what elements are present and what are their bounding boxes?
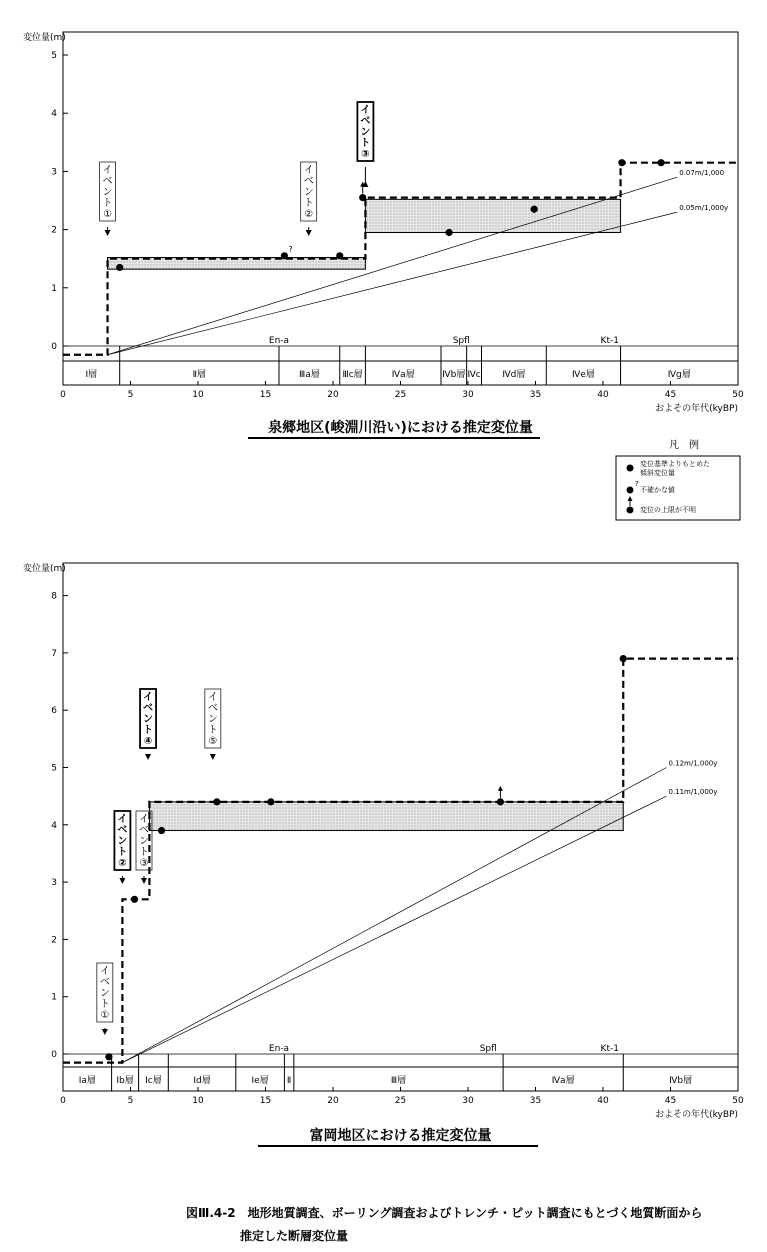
top-x-axis-label: およその年代(kyBP) — [655, 404, 738, 414]
bottom-event-label-char: ベ — [117, 825, 128, 836]
top-layer-label: Ⅲc層 — [342, 370, 363, 380]
top-displacement-range — [365, 199, 620, 232]
bottom-rate-label: 0.12m/1,000y — [668, 759, 718, 768]
top-event-label — [304, 164, 314, 220]
bottom-y-tick-label: 6 — [51, 706, 57, 717]
legend-symbol-uncertain — [627, 487, 634, 494]
bottom-event-arrow-head — [102, 1029, 108, 1035]
top-data-point — [359, 194, 366, 201]
bottom-event-label-char: イ — [207, 692, 218, 703]
bottom-event-label-char: ベ — [207, 703, 218, 714]
bottom-x-tick-label: 35 — [529, 1096, 542, 1106]
top-tephra-label: Spfl — [452, 336, 470, 346]
top-y-tick-label: 3 — [51, 167, 57, 178]
bottom-event-label-char: ト — [139, 847, 149, 858]
bottom-event-label-char: ト — [143, 725, 154, 736]
bottom-data-point — [213, 798, 220, 805]
bottom-layer-label: Ⅲ層 — [390, 1076, 407, 1086]
top-event-label-char: ① — [103, 209, 113, 220]
bottom-x-tick-label: 30 — [462, 1096, 474, 1106]
bottom-event-label-char: ③ — [139, 858, 149, 869]
bottom-event-arrow-head — [210, 754, 216, 760]
bottom-event-label — [143, 691, 153, 747]
bottom-x-tick-label: 20 — [327, 1096, 339, 1106]
bottom-y-axis-label: 変位量(m) — [23, 564, 66, 574]
top-layer-label: Ⅳb層 — [442, 370, 466, 380]
caption-line-1: 図Ⅲ.4-2 地形地質調査、ボーリング調査およびトレンチ・ピット調査にもとづく地質断面から — [186, 1206, 703, 1220]
bottom-event-label — [208, 691, 218, 747]
bottom-x-tick-label: 5 — [127, 1096, 134, 1106]
top-x-tick-label: 10 — [192, 390, 204, 400]
top-x-tick-label: 45 — [664, 390, 677, 400]
bottom-x-tick-label: 45 — [664, 1096, 677, 1106]
bottom-event-label-char: イ — [143, 692, 154, 703]
top-event-label-char: ② — [304, 209, 314, 220]
bottom-y-tick-label: 5 — [51, 763, 57, 774]
bottom-data-point — [267, 798, 274, 805]
bottom-event-label-char: ト — [207, 725, 218, 736]
top-layer-label: Ⅳg層 — [667, 370, 691, 380]
top-x-tick-label: 50 — [732, 390, 744, 400]
bottom-x-tick-label: 10 — [192, 1096, 204, 1106]
bottom-tephra-label: Spfl — [479, 1044, 497, 1054]
bottom-data-point — [131, 896, 138, 903]
top-y-tick-label: 1 — [51, 283, 57, 294]
top-data-point — [116, 264, 123, 271]
top-event-label-char: ベ — [102, 176, 113, 187]
top-event-label-char: イ — [303, 165, 314, 176]
bottom-event-label-char: ト — [117, 847, 128, 858]
bottom-x-tick-label: 15 — [259, 1096, 272, 1106]
bottom-event-label-char: ① — [100, 1010, 110, 1021]
top-data-point — [657, 159, 664, 166]
bottom-event-arrow-head — [119, 878, 125, 884]
top-event-arrow-head — [306, 230, 312, 236]
top-layer-label: Ⅳa層 — [391, 370, 415, 380]
legend-question-mark: ? — [635, 480, 639, 488]
legend-title: 凡 例 — [669, 440, 699, 451]
top-x-tick-label: 0 — [60, 390, 66, 400]
bottom-tephra-label: Kt-1 — [600, 1044, 619, 1054]
bottom-event-label-char: ン — [117, 836, 128, 847]
top-chart-title: 泉郷地区(峻淵川沿い)における推定変位量 — [268, 420, 533, 436]
top-rate-label: 0.05m/1,000y — [679, 204, 729, 213]
bottom-x-tick-label: 40 — [597, 1096, 609, 1106]
bottom-upper-arrow-head — [498, 786, 503, 791]
top-event-label — [103, 164, 113, 220]
top-event-label-char: ン — [360, 127, 371, 138]
bottom-step-line — [63, 659, 738, 1063]
top-data-point — [446, 229, 453, 236]
bottom-layer-label: Ⅰc層 — [145, 1076, 162, 1086]
bottom-layer-label: Ⅰe層 — [251, 1076, 269, 1086]
top-x-tick-label: 35 — [529, 390, 542, 400]
bottom-layer-label: Ⅰa層 — [78, 1076, 96, 1086]
top-x-tick-label: 15 — [259, 390, 272, 400]
legend-symbol-point — [627, 465, 634, 472]
top-uncertain-mark: ? — [288, 244, 293, 254]
top-event-arrow-head — [105, 230, 111, 236]
bottom-event-label-char: ベ — [139, 825, 149, 836]
bottom-y-tick-label: 3 — [51, 878, 57, 889]
top-data-point — [281, 252, 288, 259]
bottom-event-label — [139, 813, 149, 869]
bottom-event-label-char: ベ — [143, 703, 154, 714]
top-y-axis-label: 変位量(m) — [23, 33, 66, 43]
bottom-event-label — [100, 965, 110, 1021]
top-event-label-char: ト — [360, 138, 371, 149]
top-x-tick-label: 40 — [597, 390, 609, 400]
bottom-y-tick-label: 7 — [51, 648, 57, 659]
top-data-point — [531, 206, 538, 213]
bottom-event-label-char: ン — [99, 988, 110, 999]
legend-item-text: 不確かな値 — [640, 486, 675, 494]
bottom-data-point — [497, 798, 504, 805]
bottom-event-label-char: ン — [143, 714, 154, 725]
bottom-layer-label: Ⅳb層 — [669, 1076, 693, 1086]
bottom-y-tick-label: 4 — [51, 820, 57, 831]
bottom-event-label-char: ② — [118, 858, 127, 869]
top-data-point — [336, 252, 343, 259]
bottom-rate-label: 0.11m/1,000y — [668, 788, 718, 797]
bottom-y-tick-label: 2 — [51, 935, 57, 946]
top-layer-label: Ⅰ層 — [85, 370, 98, 380]
top-x-tick-label: 30 — [462, 390, 474, 400]
top-data-point — [618, 159, 625, 166]
top-event-label-char: ベ — [360, 116, 371, 127]
legend-item-text: 変位基準よりもとめた — [640, 460, 710, 468]
bottom-layer-label: Ⅱ — [286, 1076, 292, 1086]
top-event-label — [360, 104, 370, 160]
top-layer-label: Ⅳd層 — [502, 370, 526, 380]
legend-item-text: 傾斜変位量 — [640, 469, 675, 477]
bottom-tephra-label: En-a — [268, 1044, 290, 1054]
bottom-layer-label: Ⅰb層 — [116, 1076, 134, 1086]
bottom-event-label-char: ④ — [143, 736, 153, 747]
bottom-event-label-char: ン — [139, 836, 149, 847]
top-event-label-char: ン — [102, 187, 113, 198]
bottom-event-label-char: ⑤ — [208, 736, 218, 747]
top-event-label-char: ン — [303, 187, 314, 198]
top-layer-label: Ⅲa層 — [299, 370, 320, 380]
bottom-chart-title: 富岡地区における推定変位量 — [309, 1128, 492, 1144]
top-event-label-char: ③ — [361, 149, 370, 160]
top-y-tick-label: 0 — [51, 342, 57, 352]
bottom-x-tick-label: 50 — [732, 1096, 744, 1106]
bottom-layer-label: Ⅰd層 — [193, 1076, 211, 1086]
top-plot-frame — [63, 32, 738, 361]
top-rate-line — [108, 212, 678, 355]
bottom-data-point — [620, 655, 627, 662]
top-x-tick-label: 5 — [127, 390, 134, 400]
top-event-label-char: ベ — [303, 176, 314, 187]
top-event-label-char: ト — [102, 198, 113, 209]
top-y-tick-label: 4 — [51, 109, 57, 120]
bottom-y-tick-label: 1 — [51, 992, 57, 1003]
caption-line-2: 推定した断層変位量 — [240, 1229, 349, 1243]
top-x-tick-label: 20 — [327, 390, 339, 400]
top-layer-label: Ⅳc — [467, 370, 481, 380]
top-layer-label: Ⅱ層 — [192, 370, 207, 380]
bottom-y-tick-label: 8 — [51, 591, 57, 602]
bottom-event-label-char: イ — [117, 814, 128, 825]
bottom-x-axis-label: およその年代(kyBP) — [655, 1110, 738, 1120]
legend-item-text: 変位の上限が不明 — [640, 506, 696, 514]
bottom-event-label-char: ト — [99, 999, 110, 1010]
top-event-label-char: ト — [303, 198, 314, 209]
bottom-event-arrow-head — [141, 878, 147, 884]
bottom-rate-line — [122, 796, 666, 1062]
top-tephra-label: Kt-1 — [600, 336, 619, 346]
bottom-x-tick-label: 0 — [60, 1096, 66, 1106]
top-event-label-char: イ — [102, 165, 113, 176]
bottom-event-label-char: ン — [207, 714, 218, 725]
bottom-event-label-char: イ — [99, 966, 110, 977]
bottom-event-label — [117, 813, 127, 869]
top-y-tick-label: 5 — [51, 51, 57, 61]
top-tephra-label: En-a — [268, 336, 290, 346]
top-event-label-char: イ — [360, 105, 371, 116]
top-layer-label: Ⅳe層 — [572, 370, 595, 380]
legend-symbol-upper — [627, 507, 634, 514]
top-x-tick-label: 25 — [394, 390, 407, 400]
bottom-displacement-range — [149, 802, 623, 831]
bottom-y-tick-label: 0 — [51, 1050, 57, 1060]
bottom-event-label-char: イ — [139, 814, 149, 825]
bottom-data-point — [105, 1053, 112, 1060]
top-y-tick-label: 2 — [51, 225, 57, 236]
bottom-x-tick-label: 25 — [394, 1096, 407, 1106]
top-rate-label: 0.07m/1,000 — [679, 169, 725, 178]
bottom-event-label-char: ベ — [99, 977, 110, 988]
bottom-event-arrow-head — [145, 754, 151, 760]
bottom-layer-label: Ⅳa層 — [551, 1076, 575, 1086]
bottom-data-point — [158, 827, 165, 834]
